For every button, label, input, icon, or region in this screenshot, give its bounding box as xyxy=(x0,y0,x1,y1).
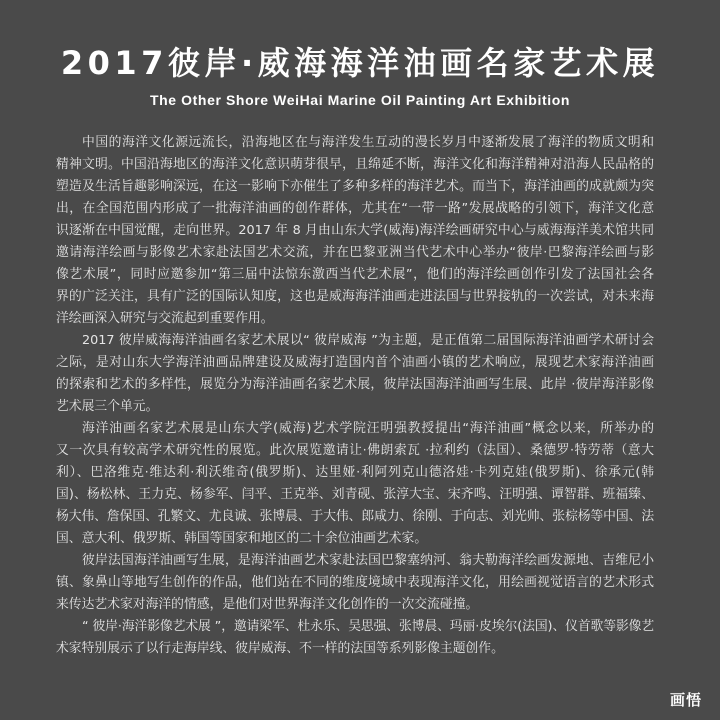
paragraph-line: 洋绘画深入研究与交流起到重要作用。 xyxy=(56,311,274,326)
paragraph-line: 中国的海洋文化源远流长，沿海地区在与海洋发生互动的漫长岁月中逐渐发展了海洋的物质文明和 xyxy=(82,135,654,150)
paragraph-line: 精神文明。中国沿海地区的海洋文化意识萌芽很早，且绵延不断，海洋文化和海洋精神对沿海人民品格的 xyxy=(56,157,654,172)
paragraph-line: 邀请海洋绘画与影像艺术家赴法国艺术交流，并在巴黎亚洲当代艺术中心举办“彼岸·巴黎海洋绘画与影 xyxy=(56,245,654,260)
paragraph-masters-exhibition xyxy=(56,418,654,550)
poster-title: 2017彼岸·威海海洋油画名家艺术展 xyxy=(60,44,660,82)
paragraph-line: 杨大伟、詹保国、孔繁文、尤良诚、张博晨、于大伟、郎咸力、徐刚、于向志、刘光帅、张棕杨等中国、法 xyxy=(56,509,654,524)
paragraph-line: 来传达艺术家对海洋的情感，是他们对世界海洋文化创作的一次交流碰撞。 xyxy=(56,597,479,612)
paragraph-line: 艺术展三个单元。 xyxy=(56,399,159,414)
paragraph-intro xyxy=(56,132,654,330)
watermark-logo: 画悟 xyxy=(669,691,702,709)
poster-subtitle-english: The Other Shore WeiHai Marine Oil Painting Art Exhibition xyxy=(149,92,571,108)
paragraph-line: 利）、巴洛维克·维达利·利沃维奇(俄罗斯)、达里娅·利阿列克山德洛娃·卡列克娃(俄罗斯)、徐承元(韩 xyxy=(56,465,654,480)
paragraph-line: 海洋油画名家艺术展是山东大学(威海)艺术学院汪明强教授提出“海洋油画”概念以来，所举办的 xyxy=(82,421,654,436)
paragraph-image-exhibition xyxy=(56,616,654,660)
paragraph-line: 彼岸法国海洋油画写生展，是海洋油画艺术家赴法国巴黎塞纳河、翁夫勒海洋绘画发源地、吉维尼小 xyxy=(82,553,654,568)
paragraph-line: 塑造及生活旨趣影响深远，在这一影响下亦催生了多种多样的海洋艺术。而当下，海洋油画的成就颇为突 xyxy=(56,179,654,194)
paragraph-line: 之际，是对山东大学海洋油画品牌建设及威海打造国内首个油画小镇的艺术响应，展现艺术家海洋油画 xyxy=(56,355,654,370)
paragraph-theme xyxy=(56,330,654,418)
paragraph-line: 界的广泛关注，具有广泛的国际认知度，这也是威海海洋油画走进法国与世界接轨的一次尝试，对未来海 xyxy=(56,289,654,304)
paragraph-line: 2017 彼岸威海海洋油画名家艺术展以“ 彼岸威海 ”为主题，是正值第二届国际海洋油画学术研讨会 xyxy=(82,333,654,348)
paragraph-line: 国)、杨松林、王力克、杨参军、闫平、王克举、刘青砚、张淳大宝、宋齐鸣、汪明强、谭智群、班福臻、 xyxy=(56,487,654,502)
paragraph-sketch-exhibition xyxy=(56,550,654,616)
paragraph-line: 国、意大利、俄罗斯、韩国等国家和地区的二十余位油画艺术家。 xyxy=(56,531,428,546)
paragraph-line: 识逐渐在中国觉醒，走向世界。2017 年 8 月由山东大学(威海)海洋绘画研究中心与威海海洋美术馆共同 xyxy=(56,223,654,238)
paragraph-line: 的探索和艺术的多样性，展览分为海洋油画名家艺术展，彼岸法国海洋油画写生展、此岸 ·彼岸海洋影像 xyxy=(56,377,654,392)
paragraph-line: 又一次具有较高学术研究性的展览。此次展览邀请让·佛朗索瓦 ·拉利约（法国）、桑德罗·特劳蒂（意大 xyxy=(56,443,654,458)
paragraph-line: 术家特别展示了以行走海岸线、彼岸威海、不一样的法国等系列影像主题创作。 xyxy=(56,641,504,656)
paragraph-line: 像艺术展”，同时应邀参加“第三届中法惊东激西当代艺术展”，他们的海洋绘画创作引发了法国社会各 xyxy=(56,267,654,282)
paragraph-line: 镇、象鼻山等地写生创作的作品，他们站在不同的维度境域中表现海洋文化，用绘画视觉语言的艺术形式 xyxy=(56,575,654,590)
poster-body xyxy=(56,132,654,660)
paragraph-line: “ 彼岸·海洋影像艺术展 ”，邀请梁军、杜永乐、吴思强、张博晨、玛丽·皮埃尔(法国)、仪首歌等影像艺 xyxy=(82,619,654,634)
paragraph-line: 出，在全国范围内形成了一批海洋油画的创作群体，尤其在“一带一路”发展战略的引领下，海洋文化意 xyxy=(56,201,654,216)
